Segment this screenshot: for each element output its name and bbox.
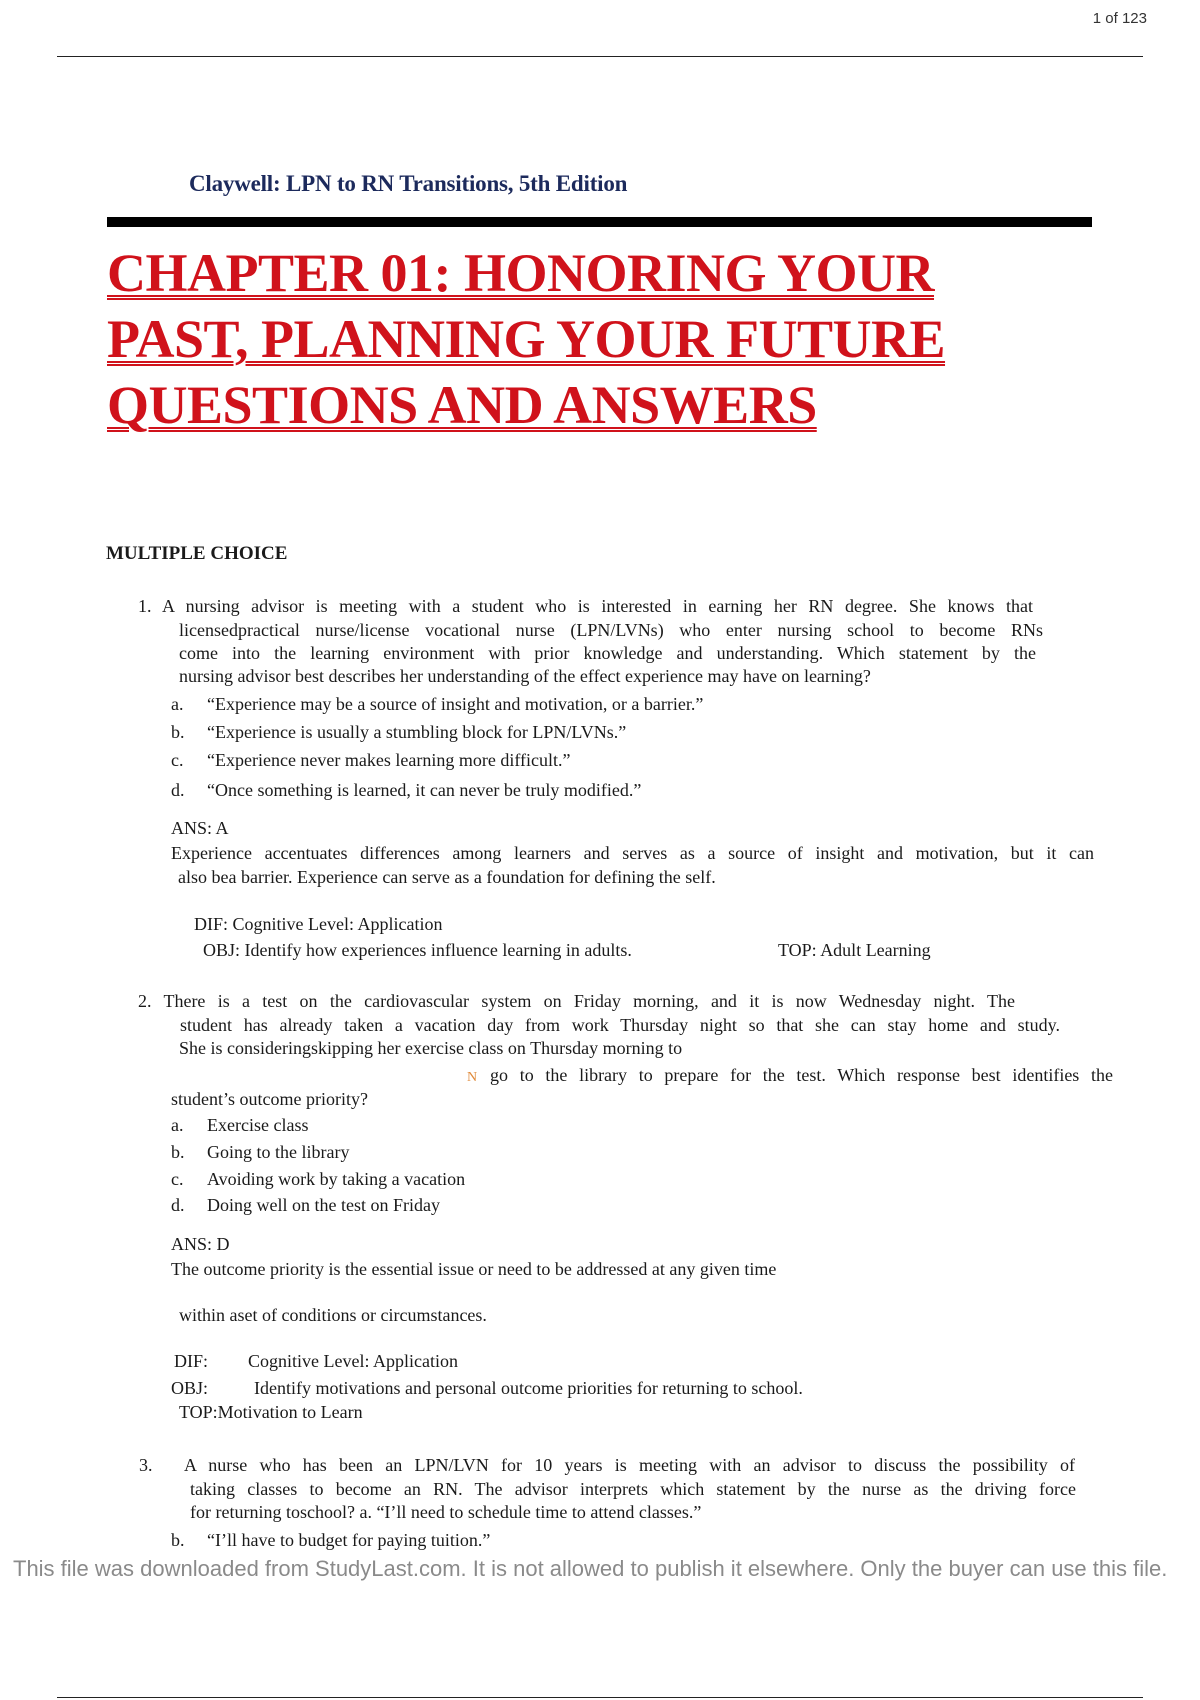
q3-option-letter: b. xyxy=(171,1530,185,1550)
q2-option-letter: d. xyxy=(171,1195,185,1215)
q1-top: TOP: Adult Learning xyxy=(778,940,931,960)
page-number: 1 of 123 xyxy=(1092,10,1147,27)
q1-answer: ANS: A xyxy=(171,818,229,838)
q1-stem-line: 1. A nursing advisor is meeting with a student who is interested in earning her RN degree. She knows that xyxy=(138,596,1033,616)
chapter-title-line: QUESTIONS AND ANSWERS xyxy=(107,375,817,435)
q2-top: TOP:Motivation to Learn xyxy=(179,1402,363,1422)
q3-stem-line: taking classes to become an RN. The advisor interprets which statement by the nurse as the driving force xyxy=(190,1479,1076,1499)
q1-option-text: “Once something is learned, it can never be truly modified.” xyxy=(207,780,642,800)
q1-option-text: “Experience is usually a stumbling block for LPN/LVNs.” xyxy=(207,722,627,742)
q2-rationale-line: The outcome priority is the essential issue or need to be addressed at any given time xyxy=(171,1259,777,1279)
title-rule xyxy=(107,217,1092,227)
q2-stem-line: She is consideringskipping her exercise class on Thursday morning to xyxy=(179,1038,683,1058)
q2-stem-line: go to the library to prepare for the test. Which response best identifies the xyxy=(490,1065,1113,1085)
q2-answer: ANS: D xyxy=(171,1234,230,1254)
q2-stem-line: 2. There is a test on the cardiovascular system on Friday morning, and it is now Wednesday night. The xyxy=(138,991,1015,1011)
q1-stem-line: licensedpractical nurse/license vocational nurse (LPN/LVNs) who enter nursing school to become RNs xyxy=(179,620,1043,640)
q2-dif-value: Cognitive Level: Application xyxy=(248,1351,458,1371)
q1-dif: DIF: Cognitive Level: Application xyxy=(194,914,443,934)
q2-option-letter: c. xyxy=(171,1169,184,1189)
q1-obj: OBJ: Identify how experiences influence learning in adults. xyxy=(203,940,632,960)
q1-rationale-line: Experience accentuates differences among learners and serves as a source of insight and motivation, but it can xyxy=(171,843,1094,863)
q2-option-text: Exercise class xyxy=(207,1115,309,1135)
q1-option-text: “Experience may be a source of insight and motivation, or a barrier.” xyxy=(207,694,704,714)
q3-number: 3. xyxy=(139,1455,153,1475)
q2-option-text: Avoiding work by taking a vacation xyxy=(207,1169,466,1189)
download-watermark: This file was downloaded from StudyLast.com. It is not allowed to publish it elsewhere. Only the buyer can use this file. xyxy=(13,1556,1168,1581)
q1-option-letter: d. xyxy=(171,780,185,800)
q2-option-letter: b. xyxy=(171,1142,185,1162)
q1-option-letter: b. xyxy=(171,722,185,742)
q1-option-text: “Experience never makes learning more difficult.” xyxy=(207,750,571,770)
chapter-title-line: CHAPTER 01: HONORING YOUR xyxy=(107,243,935,303)
q3-stem-line: for returning toschool? a. “I’ll need to schedule time to attend classes.” xyxy=(190,1502,702,1522)
q2-option-letter: a. xyxy=(171,1115,184,1135)
q1-option-letter: c. xyxy=(171,750,184,770)
bottom-rule xyxy=(57,1697,1143,1698)
q1-stem-line: come into the learning environment with prior knowledge and understanding. Which statement by the xyxy=(179,643,1036,663)
q2-stem-line: student has already taken a vacation day from work Thursday night so that she can stay home and study. xyxy=(180,1015,1060,1035)
q2-dif-label: DIF: xyxy=(174,1351,209,1371)
q1-rationale-line: also bea barrier. Experience can serve as a foundation for defining the self. xyxy=(178,867,716,887)
q1-stem-line: nursing advisor best describes her understanding of the effect experience may have on learning? xyxy=(179,666,871,686)
q2-rationale-line: within aset of conditions or circumstances. xyxy=(179,1305,487,1325)
chapter-title xyxy=(107,240,945,438)
q2-obj-value: Identify motivations and personal outcome priorities for returning to school. xyxy=(254,1378,803,1398)
q2-obj-label: OBJ: xyxy=(171,1378,209,1398)
q3-option-text: “I’ll have to budget for paying tuition.” xyxy=(207,1530,491,1550)
book-title: Claywell: LPN to RN Transitions, 5th Edition xyxy=(189,171,628,196)
q3-stem-line: A nurse who has been an LPN/LVN for 10 years is meeting with an advisor to discuss the possibility of xyxy=(184,1455,1075,1475)
chapter-title-line: PAST, PLANNING YOUR FUTURE xyxy=(107,309,946,369)
section-heading: MULTIPLE CHOICE xyxy=(106,543,288,564)
q2-option-text: Doing well on the test on Friday xyxy=(207,1195,440,1215)
top-rule xyxy=(57,56,1143,57)
q2-stem-line: student’s outcome priority? xyxy=(171,1089,368,1109)
q1-option-letter: a. xyxy=(171,694,184,714)
q2-option-text: Going to the library xyxy=(207,1142,350,1162)
q2-margin-marker: N xyxy=(467,1070,478,1085)
